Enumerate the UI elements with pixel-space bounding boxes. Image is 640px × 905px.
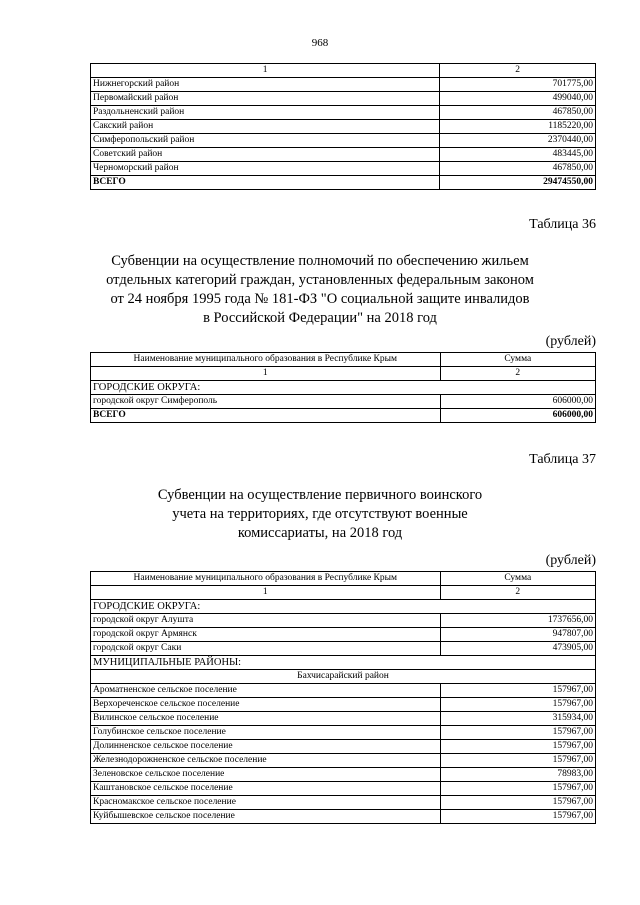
row-value: 78983,00 xyxy=(440,768,595,782)
title-line: Субвенции на осуществление полномочий по обеспечению жильем xyxy=(111,253,529,269)
row-value: 467850,00 xyxy=(440,162,596,176)
table-row xyxy=(91,162,596,176)
page-number: 968 xyxy=(311,37,329,49)
row-value: 483445,00 xyxy=(440,148,596,162)
group-row xyxy=(91,381,596,395)
row-value: 947807,00 xyxy=(440,628,595,642)
total-row xyxy=(91,176,596,190)
total-value: 606000,00 xyxy=(440,409,595,423)
table-row xyxy=(91,712,596,726)
row-value: 157967,00 xyxy=(440,782,595,796)
table-row xyxy=(91,92,596,106)
table-row xyxy=(91,782,596,796)
row-name: Верхореченское сельское поселение xyxy=(91,698,441,712)
row-name: Раздольненский район xyxy=(91,106,440,120)
table-row xyxy=(91,395,596,409)
title-line: от 24 ноября 1995 года № 181-ФЗ "О социальной защите инвалидов xyxy=(110,291,530,307)
column-header-name: Наименование муниципального образования в Республике Крым xyxy=(91,572,441,586)
column-number-row xyxy=(91,367,596,381)
total-value: 29474550,00 xyxy=(440,176,596,190)
row-name: городской округ Саки xyxy=(91,642,441,656)
row-value: 1737656,00 xyxy=(440,614,595,628)
title-line: отдельных категорий граждан, установленных федеральным законом xyxy=(106,272,534,288)
row-name: Каштановское сельское поселение xyxy=(91,782,441,796)
row-value: 157967,00 xyxy=(440,740,595,754)
table-36 xyxy=(90,352,596,423)
table-row xyxy=(91,768,596,782)
row-name: Нижнегорский район xyxy=(91,78,440,92)
row-name: Красномакское сельское поселение xyxy=(91,796,441,810)
title-line: Субвенции на осуществление первичного воинского xyxy=(157,487,483,503)
row-value: 467850,00 xyxy=(440,106,596,120)
table-row xyxy=(91,698,596,712)
row-value: 473905,00 xyxy=(440,642,595,656)
group-row xyxy=(91,656,596,670)
row-value: 315934,00 xyxy=(440,712,595,726)
title-line: учета на территориях, где отсутствуют военные xyxy=(172,506,468,522)
row-value: 157967,00 xyxy=(440,698,595,712)
column-number-1: 1 xyxy=(91,64,440,78)
row-name: Сакский район xyxy=(91,120,440,134)
table-row xyxy=(91,134,596,148)
table-37-unit: (рублей) xyxy=(545,553,596,568)
column-header-name: Наименование муниципального образования в Республике Крым xyxy=(91,353,441,367)
table-37-label: Таблица 37 xyxy=(529,452,596,467)
table-row xyxy=(91,120,596,134)
row-name: Зеленовское сельское поселение xyxy=(91,768,441,782)
column-number-2: 2 xyxy=(440,367,595,381)
table-36-title xyxy=(60,252,580,328)
row-name: Голубинское сельское поселение xyxy=(91,726,441,740)
table-row xyxy=(91,754,596,768)
group-label: ГОРОДСКИЕ ОКРУГА: xyxy=(91,600,596,614)
row-name: городской округ Симферополь xyxy=(91,395,441,409)
row-value: 701775,00 xyxy=(440,78,596,92)
row-value: 157967,00 xyxy=(440,726,595,740)
row-name: Долинненское сельское поселение xyxy=(91,740,441,754)
table-row xyxy=(91,148,596,162)
table-36-unit: (рублей) xyxy=(545,334,596,349)
district-row xyxy=(91,670,596,684)
column-number-1: 1 xyxy=(91,586,441,600)
row-value: 499040,00 xyxy=(440,92,596,106)
row-value: 157967,00 xyxy=(440,684,595,698)
row-value: 157967,00 xyxy=(440,810,595,824)
table-header-row xyxy=(91,353,596,367)
table-row xyxy=(91,106,596,120)
row-name: городской округ Армянск xyxy=(91,628,441,642)
table-36-label: Таблица 36 xyxy=(529,217,596,232)
column-header-sum: Сумма xyxy=(440,353,595,367)
column-number-1: 1 xyxy=(91,367,441,381)
table-row xyxy=(91,740,596,754)
table-row xyxy=(91,796,596,810)
column-number-2: 2 xyxy=(440,64,596,78)
row-value: 157967,00 xyxy=(440,796,595,810)
column-header-sum: Сумма xyxy=(440,572,595,586)
table-header-row xyxy=(91,572,596,586)
row-name: Первомайский район xyxy=(91,92,440,106)
row-name: Черноморский район xyxy=(91,162,440,176)
table-header-row xyxy=(91,64,596,78)
title-line: в Российской Федерации" на 2018 год xyxy=(203,310,437,326)
continued-table xyxy=(90,63,596,190)
row-name: Куйбышевское сельское поселение xyxy=(91,810,441,824)
table-row xyxy=(91,614,596,628)
total-label: ВСЕГО xyxy=(91,409,441,423)
row-name: Ароматненское сельское поселение xyxy=(91,684,441,698)
row-value: 2370440,00 xyxy=(440,134,596,148)
column-number-2: 2 xyxy=(440,586,595,600)
group-label: ГОРОДСКИЕ ОКРУГА: xyxy=(91,381,596,395)
title-line: комиссариаты, на 2018 год xyxy=(237,525,403,541)
row-name: Вилинское сельское поселение xyxy=(91,712,441,726)
district-label: Бахчисарайский район xyxy=(91,670,596,684)
table-row xyxy=(91,810,596,824)
table-row xyxy=(91,78,596,92)
row-name: городской округ Алушта xyxy=(91,614,441,628)
row-value: 1185220,00 xyxy=(440,120,596,134)
table-37-title xyxy=(60,486,580,543)
group-row xyxy=(91,600,596,614)
row-value: 157967,00 xyxy=(440,754,595,768)
group-label: МУНИЦИПАЛЬНЫЕ РАЙОНЫ: xyxy=(91,656,596,670)
row-name: Железнодорожненское сельское поселение xyxy=(91,754,441,768)
table-row xyxy=(91,726,596,740)
total-label: ВСЕГО xyxy=(91,176,440,190)
table-row xyxy=(91,642,596,656)
row-value: 606000,00 xyxy=(440,395,595,409)
column-number-row xyxy=(91,586,596,600)
table-37 xyxy=(90,571,596,824)
table-row xyxy=(91,628,596,642)
total-row xyxy=(91,409,596,423)
row-name: Советский район xyxy=(91,148,440,162)
row-name: Симферопольский район xyxy=(91,134,440,148)
table-row xyxy=(91,684,596,698)
